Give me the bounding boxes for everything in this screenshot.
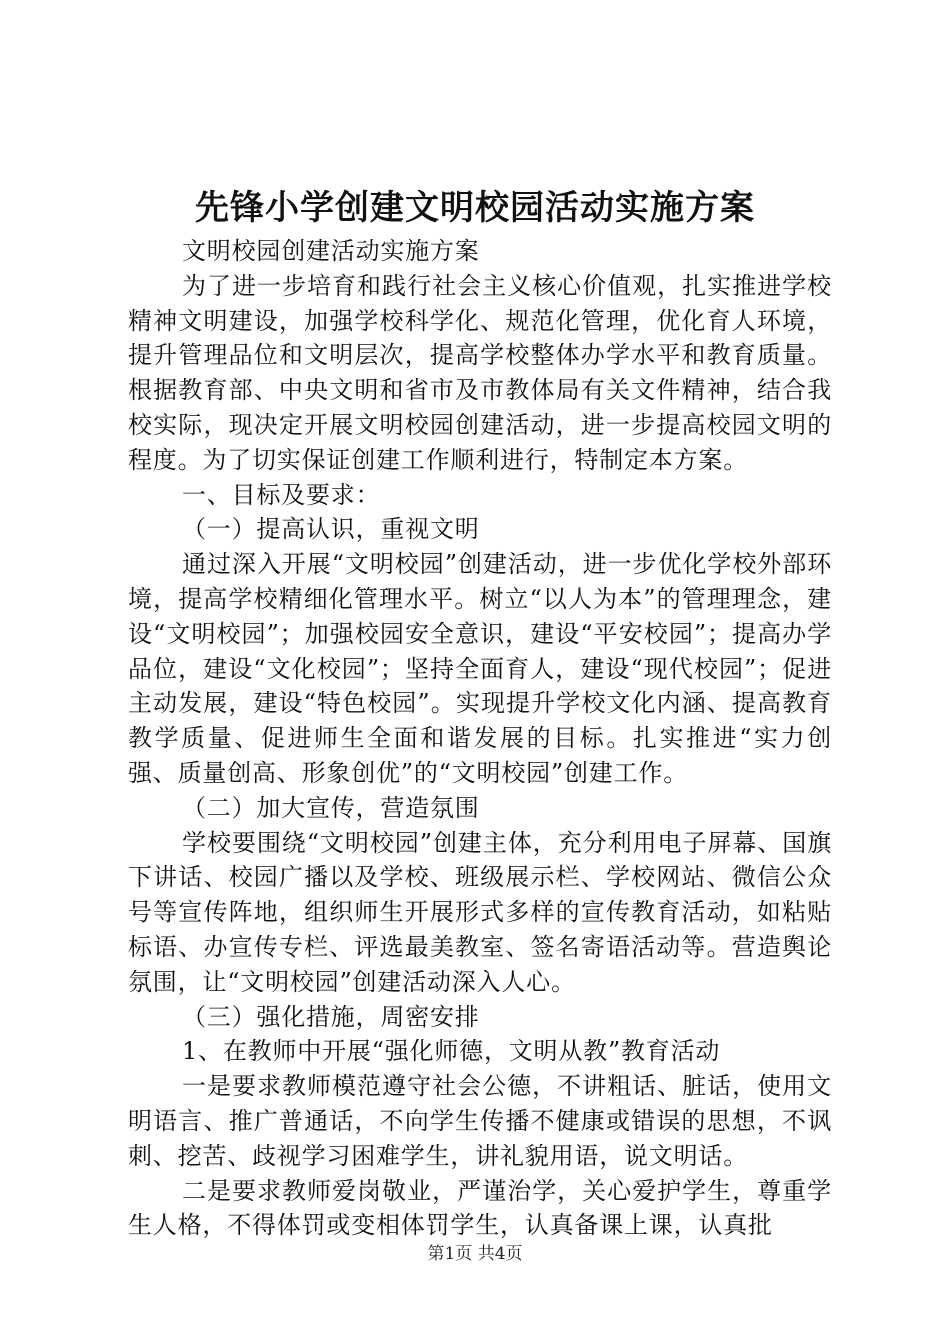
document-body	[128, 234, 832, 1243]
subsection-heading: （一）提高认识，重视文明	[182, 515, 480, 544]
page-number-footer: 第1页 共4页	[427, 1244, 523, 1264]
document-title: 先锋小学创建文明校园活动实施方案	[195, 188, 755, 228]
body-paragraph: 一是要求教师模范遵守社会公德，不讲粗话、脏话，使用文明语言、推广普通话，不向学生传播不健康或错误的思想，不讽刺、挖苦、歧视学习困难学生，讲礼貌用语，说文明话。	[128, 1072, 832, 1170]
subsection-heading: （二）加大宣传，营造氛围	[182, 793, 480, 822]
body-paragraph: 二是要求教师爱岗敬业，严谨治学，关心爱护学生，尊重学生人格，不得体罚或变相体罚学生，认真备课上课，认真批	[128, 1176, 832, 1240]
intro-paragraph: 为了进一步培育和践行社会主义核心价值观，扎实推进学校精神文明建设，加强学校科学化、规范化管理，优化育人环境，提升管理品位和文明层次，提高学校整体办学水平和教育质量。根据教育部、中央文明和省市及市教体局有关文件精神，结合我校实际，现决定开展文明校园创建活动，进一步提高校园文明的程度。为了切实保证创建工作顺利进行，特制定本方案。	[128, 271, 832, 474]
item-heading: 1、在教师中开展“强化师德，文明从教”教育活动	[182, 1037, 721, 1066]
body-paragraph: 通过深入开展“文明校园”创建活动，进一步优化学校外部环境，提高学校精细化管理水平。树立“以人为本”的管理理念，建设“文明校园”；加强校园安全意识，建设“平安校园”；提高办学品位，建设“文化校园”；坚持全面育人，建设“现代校园”；促进主动发展，建设“特色校园”。实现提升学校文化内涵、提高教育教学质量、促进师生全面和谐发展的目标。扎实推进“实力创强、质量创高、形象创优”的“文明校园”创建工作。	[128, 550, 832, 787]
subtitle-paragraph: 文明校园创建活动实施方案	[182, 237, 480, 265]
section-heading: 一、目标及要求：	[182, 480, 381, 509]
body-paragraph: 学校要围绕“文明校园”创建主体，充分利用电子屏幕、国旗下讲话、校园广播以及学校、班级展示栏、学校网站、微信公众号等宣传阵地，组织师生开展形式多样的宣传教育活动，如粘贴标语、办宣传专栏、评选最美教室、签名寄语活动等。营造舆论氛围，让“文明校园”创建活动深入人心。	[128, 828, 832, 996]
subsection-heading: （三）强化措施，周密安排	[182, 1002, 480, 1031]
